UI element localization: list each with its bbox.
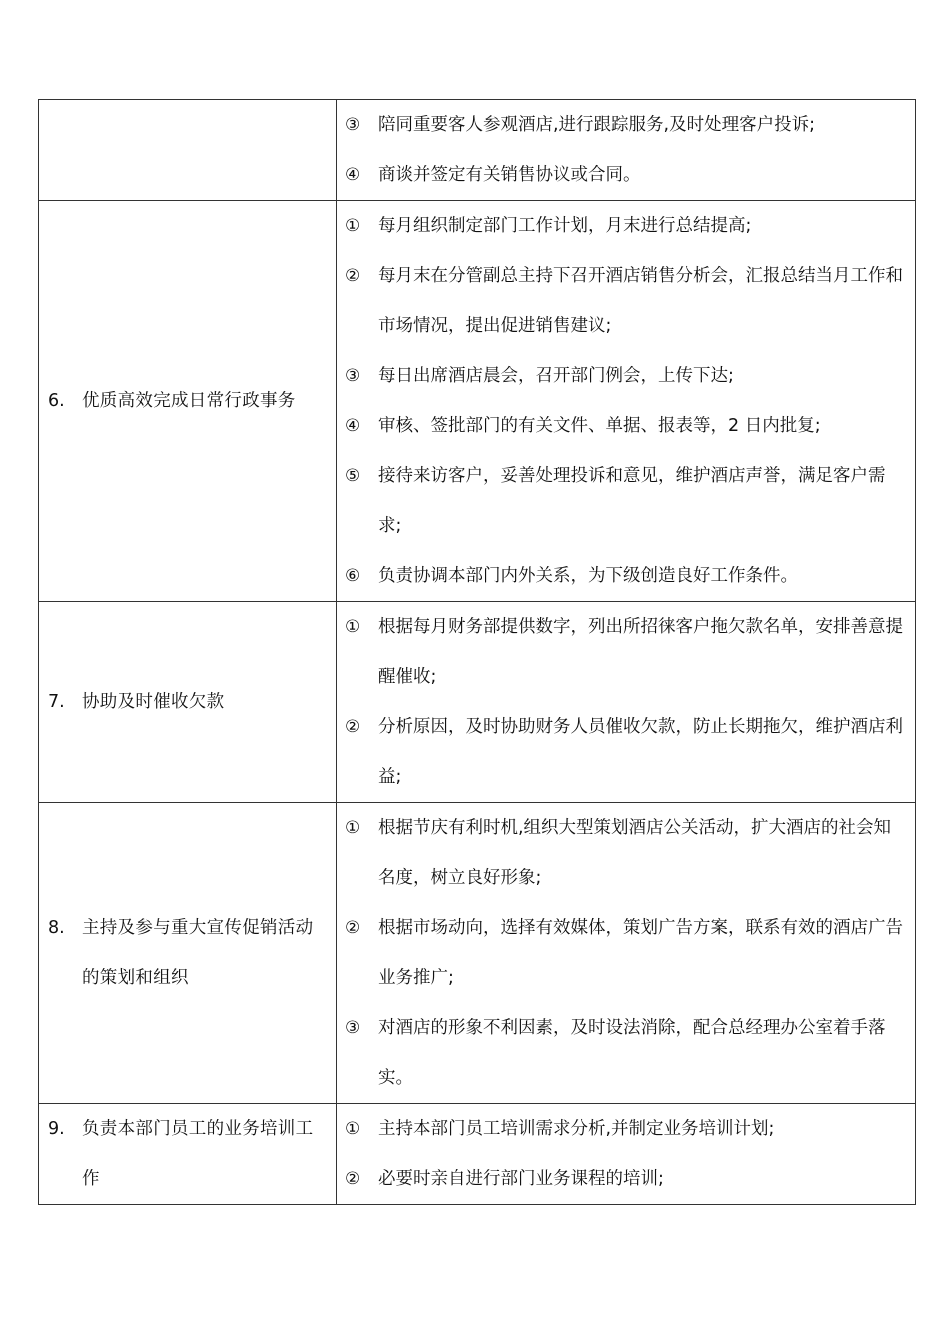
list-item [337, 1104, 915, 1154]
list-item [337, 1154, 915, 1204]
item-marker: ② [345, 266, 361, 286]
item-text: 审核、签批部门的有关文件、单据、报表等，2 日内批复; [378, 416, 821, 436]
list-item [337, 1003, 915, 1103]
item-text: 每月组织制定部门工作计划，月末进行总结提高; [378, 216, 752, 236]
task-number: 7. [48, 692, 65, 712]
task-title [39, 1104, 336, 1204]
detail-cell [337, 201, 916, 602]
task-title [39, 903, 336, 1003]
item-text: 每月末在分管副总主持下召开酒店销售分析会，汇报总结当月工作和市场情况，提出促进销售建议; [378, 266, 903, 336]
item-text: 必要时亲自进行部门业务课程的培训; [378, 1169, 664, 1189]
list-item [337, 150, 915, 200]
list-item [337, 351, 915, 401]
item-text: 商谈并签定有关销售协议或合同。 [378, 165, 641, 185]
task-number: 8. [48, 918, 65, 938]
item-marker: ② [345, 1169, 361, 1189]
task-text: 负责本部门员工的业务培训工作 [82, 1119, 314, 1189]
list-item [337, 201, 915, 251]
task-text: 优质高效完成日常行政事务 [82, 391, 296, 411]
item-text: 根据市场动向，选择有效媒体，策划广告方案，联系有效的酒店广告业务推广; [378, 918, 903, 988]
list-item [337, 702, 915, 802]
task-text: 主持及参与重大宣传促销活动的策划和组织 [82, 918, 314, 988]
item-marker: ① [345, 216, 361, 236]
item-text: 陪同重要客人参观酒店,进行跟踪服务,及时处理客户投诉; [378, 115, 816, 135]
list-item [337, 251, 915, 351]
item-marker: ③ [345, 366, 361, 386]
duty-table [38, 99, 916, 1205]
item-text: 对酒店的形象不利因素，及时设法消除，配合总经理办公室着手落实。 [378, 1018, 886, 1088]
item-text: 根据每月财务部提供数字，列出所招徕客户拖欠款名单，安排善意提醒催收; [378, 617, 903, 687]
item-text: 分析原因，及时协助财务人员催收欠款，防止长期拖欠，维护酒店利益; [378, 717, 903, 787]
item-text: 每日出席酒店晨会，召开部门例会，上传下达; [378, 366, 734, 386]
item-text: 接待来访客户，妥善处理投诉和意见，维护酒店声誉，满足客户需求; [378, 466, 886, 536]
item-marker: ② [345, 717, 361, 737]
table-row [39, 602, 916, 803]
item-marker: ⑤ [345, 466, 361, 486]
list-item [337, 401, 915, 451]
detail-cell [337, 602, 916, 803]
list-item [337, 551, 915, 601]
task-title [39, 376, 336, 426]
task-cell [39, 602, 337, 803]
detail-cell [337, 100, 916, 201]
table-row [39, 1104, 916, 1205]
item-marker: ① [345, 818, 361, 838]
item-text: 根据节庆有利时机,组织大型策划酒店公关活动，扩大酒店的社会知名度，树立良好形象; [378, 818, 892, 888]
item-text: 负责协调本部门内外关系，为下级创造良好工作条件。 [378, 566, 798, 586]
list-item [337, 451, 915, 551]
detail-cell [337, 803, 916, 1104]
item-marker: ② [345, 918, 361, 938]
item-marker: ① [345, 617, 361, 637]
duty-table-body [39, 100, 916, 1205]
item-text: 主持本部门员工培训需求分析,并制定业务培训计划; [378, 1119, 775, 1139]
item-marker: ① [345, 1119, 361, 1139]
detail-cell [337, 1104, 916, 1205]
table-row [39, 803, 916, 1104]
table-row [39, 201, 916, 602]
task-number: 9. [48, 1119, 65, 1139]
task-title [39, 677, 336, 727]
list-item [337, 602, 915, 702]
item-marker: ④ [345, 416, 361, 436]
task-cell [39, 803, 337, 1104]
item-marker: ③ [345, 115, 361, 135]
list-item [337, 903, 915, 1003]
item-marker: ③ [345, 1018, 361, 1038]
list-item [337, 100, 915, 150]
item-marker: ④ [345, 165, 361, 185]
task-cell [39, 1104, 337, 1205]
task-cell [39, 201, 337, 602]
task-number: 6. [48, 391, 65, 411]
task-cell [39, 100, 337, 201]
task-text: 协助及时催收欠款 [82, 692, 225, 712]
item-marker: ⑥ [345, 566, 361, 586]
table-row [39, 100, 916, 201]
list-item [337, 803, 915, 903]
